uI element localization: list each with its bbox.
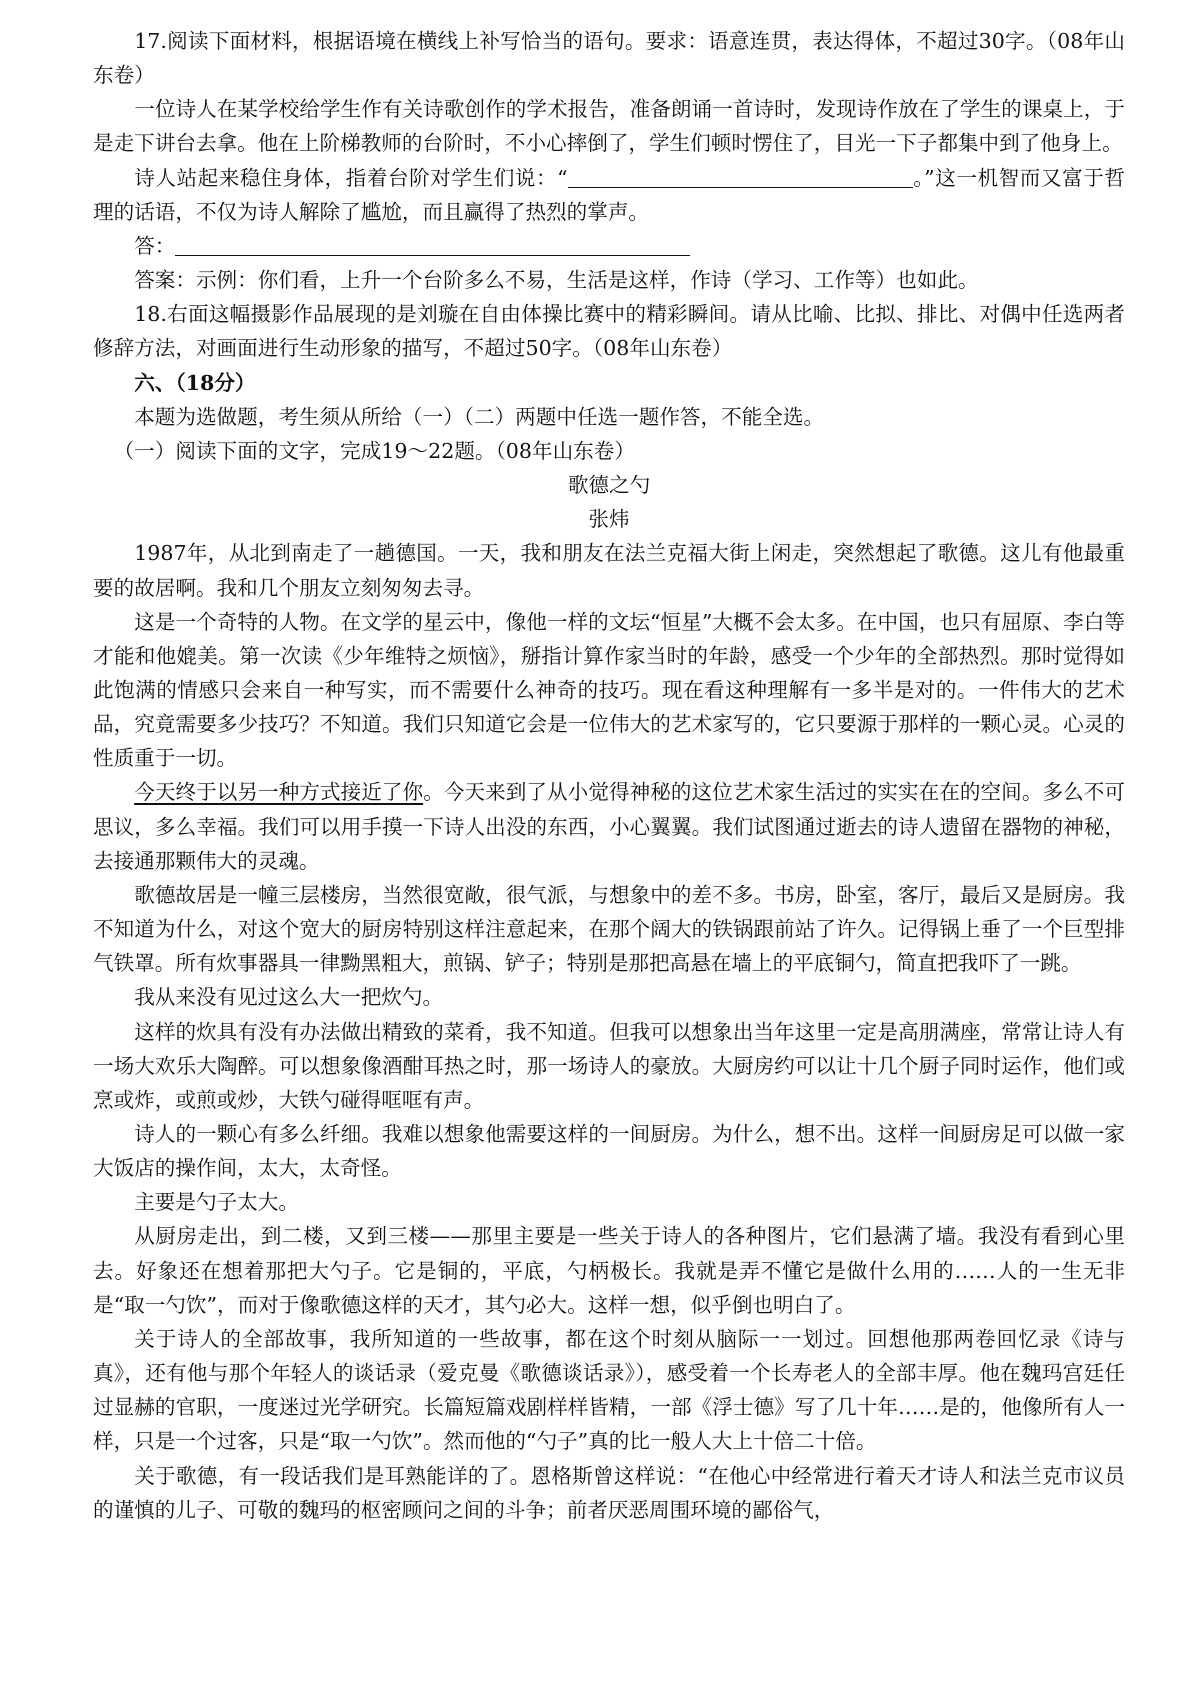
section-six-subheading: （一）阅读下面的文字，完成19～22题。（08年山东卷）: [113, 438, 635, 463]
article-paragraph: 主要是勺子太大。: [134, 1190, 299, 1215]
section-six-instruction: 本题为选做题，考生须从所给（一）（二）两题中任选一题作答，不能全选。: [134, 404, 825, 429]
document-page: [93, 24, 1125, 1527]
article-paragraph: 这样的炊具有没有办法做出精致的菜肴，我不知道。但我可以想象出当年这里一定是高朋满座，常常让诗人有一场大欢乐大陶醉。可以想象像酒酣耳热之时，那一场诗人的豪放。大厨房约可以让十几个厨子同时运作，他们或烹或炸，或煎或炒，大铁勺碰得哐哐有声。: [93, 1019, 1125, 1112]
q18-prompt: 18.右面这幅摄影作品展现的是刘璇在自由体操比赛中的精彩瞬间。请从比喻、比拟、排比、对偶中任选两者修辞方法，对画面进行生动形象的描写，不超过50字。（08年山东卷）: [93, 302, 1125, 361]
answer-label: 答：: [134, 233, 176, 258]
q17-fill-text-after: 。”这一机智而又富于哲理的话语，不仅为诗人解除了尴尬，而且赢得了热烈的掌声。: [93, 165, 1125, 224]
q17-material-paragraph: 一位诗人在某学校给学生作有关诗歌创作的学术报告，准备朗诵一首诗时，发现诗作放在了学生的课桌上，于是走下讲台去拿。他在上阶梯教师的台阶时，不小心摔倒了，学生们顿时愣住了，目光一下子都集中到了他身上。: [93, 97, 1125, 156]
q17-prompt: 17.阅读下面材料，根据语境在横线上补写恰当的语句。要求：语意连贯，表达得体，不超过30字。（08年山东卷）: [93, 29, 1125, 88]
section-six-heading: 六、（18分）: [134, 370, 256, 395]
article-paragraph: 诗人的一颗心有多么纤细。我难以想象他需要这样的一间厨房。为什么，想不出。这样一间厨房足可以做一家大饭店的操作间，太大，太奇怪。: [93, 1122, 1125, 1181]
article-title: 歌德之勺: [567, 473, 651, 498]
q17-fill-paragraph: [93, 161, 1125, 229]
underlined-sentence: 今天终于以另一种方式接近了你: [134, 780, 424, 805]
q17-fill-text-before: 诗人站起来稳住身体，指着台阶对学生们说：“: [134, 165, 568, 190]
article-paragraph: 关于歌德，有一段话我们是耳熟能详的了。恩格斯曾这样说：“在他心中经常进行着天才诗人和法兰克市议员的谨慎的儿子、可敬的魏玛的枢密顾问之间的斗争；前者厌恶周围环境的鄙俗气，: [93, 1463, 1125, 1522]
article-paragraph: 歌德故居是一幢三层楼房，当然很宽敞，很气派，与想象中的差不多。书房，卧室，客厅，最后又是厨房。我不知道为什么，对这个宽大的厨房特别这样注意起来，在那个阔大的铁锅跟前站了许久。记得锅上垂了一个巨型排气铁罩。所有炊事器具一律黝黑粗大，煎锅、铲子；特别是那把高悬在墙上的平底铜勺，简直把我吓了一跳。: [93, 882, 1125, 976]
q17-answer: 答案：示例：你们看，上升一个台阶多么不易，生活是这样，作诗（学习、工作等）也如此。: [134, 268, 979, 293]
answer-line: [93, 229, 1125, 263]
fill-blank-line[interactable]: [568, 165, 913, 188]
article-paragraph: 从厨房走出，到二楼，又到三楼——那里主要是一些关于诗人的各种图片，它们悬满了墙。我没有看到心里去。好象还在想着那把大勺子。它是铜的，平底，勺柄极长。我就是弄不懂它是做什么用的……人的一生无非是“取一勺饮”，而对于像歌德这样的天才，其勺必大。这样一想，似乎倒也明白了。: [93, 1224, 1125, 1317]
answer-blank-line[interactable]: [175, 233, 690, 256]
paragraph-text: 。今天来到了从小觉得神秘的这位艺术家生活过的实实在在的空间。多么不可思议，多么幸福。我们可以用手摸一下诗人出没的东西，小心翼翼。我们试图通过逝去的诗人遗留在器物的神秘，去接通那颗伟大的灵魂。: [93, 780, 1125, 873]
article-paragraph: 关于诗人的全部故事，我所知道的一些故事，都在这个时刻从脑际一一划过。回想他那两卷回忆录《诗与真》，还有他与那个年轻人的谈话录（爱克曼《歌德谈话录》），感受着一个长寿老人的全部丰厚。他在魏玛宫廷任过显赫的官职，一度迷过光学研究。长篇短篇戏剧样样皆精，一部《浮士德》写了几十年……是的，他像所有人一样，只是一个过客，只是“取一勺饮”。然而他的“勺子”真的比一般人大上十倍二十倍。: [93, 1326, 1125, 1454]
article-author: 张炜: [588, 507, 630, 532]
article-paragraph: [93, 775, 1125, 877]
article-paragraph: 1987年，从北到南走了一趟德国。一天，我和朋友在法兰克福大街上闲走，突然想起了歌德。这儿有他最重要的故居啊。我和几个朋友立刻匆匆去寻。: [93, 541, 1125, 600]
article-paragraph: 我从来没有见过这么大一把炊勺。: [134, 985, 444, 1010]
article-paragraph: 这是一个奇特的人物。在文学的星云中，像他一样的文坛“恒星”大概不会太多。在中国，也只有屈原、李白等才能和他媲美。第一次读《少年维特之烦恼》，掰指计算作家当时的年龄，感受一个少年的全部热烈。那时觉得如此饱满的情感只会来自一种写实，而不需要什么神奇的技巧。现在看这种理解有一多半是对的。一件伟大的艺术品，究竟需要多少技巧？不知道。我们只知道它会是一位伟大的艺术家写的，它只要源于那样的一颗心灵。心灵的性质重于一切。: [93, 609, 1125, 771]
